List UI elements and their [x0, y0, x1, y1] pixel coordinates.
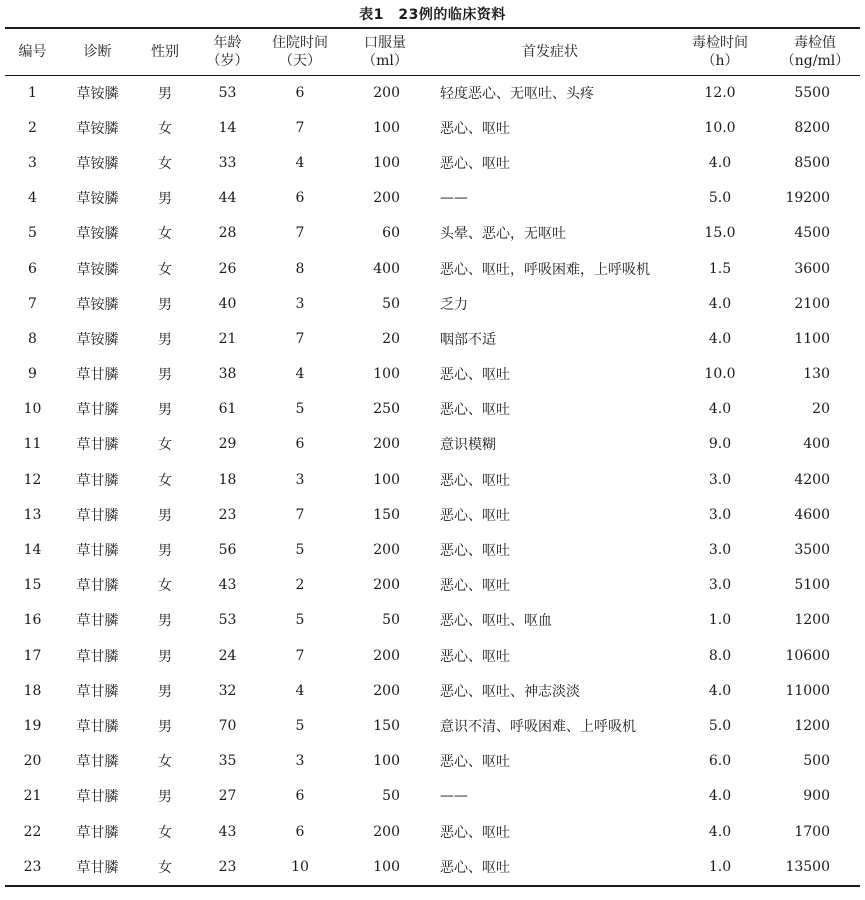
cell-symptom: —— [440, 788, 468, 805]
cell-test-time: 3.0 [708, 542, 732, 559]
cell-symptom: 恶心、呕吐 [440, 155, 510, 172]
header-test-time-unit: （h） [701, 53, 739, 69]
cell-symptom: 恶心、呕吐 [440, 648, 510, 665]
cell-symptom: 恶心、呕吐 [440, 120, 510, 137]
cell-test-value: 5500 [794, 84, 830, 101]
cell-symptom: 恶心、呕吐、神志淡淡 [440, 683, 580, 700]
header-age-unit: （岁） [206, 53, 249, 69]
header-stay-label: 住院时间 [272, 35, 328, 51]
cell-diagnosis: 草甘膦 [76, 754, 119, 771]
cell-dose: 200 [373, 682, 400, 699]
cell-diagnosis: 草铵膦 [76, 261, 119, 278]
cell-dose: 200 [373, 542, 400, 559]
cell-age: 70 [218, 717, 237, 734]
cell-id: 6 [28, 260, 37, 277]
table-row [5, 849, 860, 884]
cell-symptom: 意识模糊 [440, 437, 496, 454]
cell-diagnosis: 草甘膦 [76, 613, 119, 630]
cell-stay: 3 [295, 471, 305, 488]
cell-sex: 男 [158, 543, 172, 560]
header-row [5, 29, 860, 75]
table-row [5, 427, 860, 462]
cell-stay: 3 [295, 753, 305, 770]
table-row [5, 75, 860, 110]
cell-test-time: 10.0 [704, 119, 736, 136]
cell-age: 14 [218, 119, 237, 136]
cell-id: 11 [23, 436, 42, 453]
cell-symptom: 咽部不适 [440, 331, 496, 348]
cell-dose: 100 [373, 858, 400, 875]
cell-diagnosis: 草甘膦 [76, 543, 119, 560]
table-row [5, 497, 860, 532]
cell-age: 23 [218, 858, 237, 875]
cell-age: 43 [218, 823, 237, 840]
table-row [5, 216, 860, 251]
cell-dose: 100 [373, 154, 400, 171]
cell-id: 16 [23, 612, 42, 629]
cell-stay: 8 [295, 260, 305, 277]
cell-age: 26 [218, 260, 237, 277]
cell-test-time: 4.0 [708, 330, 732, 347]
cell-stay: 2 [295, 577, 305, 594]
cell-test-time: 12.0 [704, 84, 736, 101]
cell-dose: 200 [373, 436, 400, 453]
cell-test-time: 8.0 [708, 647, 732, 664]
cell-sex: 女 [158, 155, 172, 172]
cell-test-value: 400 [803, 436, 830, 453]
cell-age: 43 [218, 577, 237, 594]
cell-id: 22 [23, 823, 42, 840]
cell-symptom: 恶心、呕吐 [440, 543, 510, 560]
cell-diagnosis: 草甘膦 [76, 402, 119, 419]
cell-dose: 50 [382, 612, 400, 629]
cell-sex: 女 [158, 226, 172, 243]
cell-test-value: 11000 [785, 682, 830, 699]
cell-dose: 100 [373, 366, 400, 383]
table-row [5, 568, 860, 603]
cell-test-time: 4.0 [708, 401, 732, 418]
cell-symptom: —— [440, 190, 468, 207]
table-header [5, 29, 860, 75]
table-row [5, 673, 860, 708]
cell-sex: 女 [158, 261, 172, 278]
cell-symptom: 轻度恶心、无呕吐、头疼 [440, 85, 594, 102]
cell-diagnosis: 草甘膦 [76, 367, 119, 384]
header-diagnosis-label: 诊断 [83, 44, 112, 60]
table-row [5, 110, 860, 145]
cell-stay: 4 [295, 366, 305, 383]
table-row [5, 145, 860, 180]
cell-dose: 100 [373, 471, 400, 488]
cell-dose: 200 [373, 84, 400, 101]
table-row [5, 532, 860, 567]
cell-test-value: 1700 [794, 823, 830, 840]
cell-test-time: 6.0 [708, 753, 732, 770]
table-row [5, 638, 860, 673]
cell-dose: 100 [373, 753, 400, 770]
cell-id: 20 [23, 753, 42, 770]
cell-diagnosis: 草甘膦 [76, 859, 119, 876]
cell-sex: 男 [158, 683, 172, 700]
cell-symptom: 意识不清、呼吸困难、上呼吸机 [440, 718, 636, 735]
header-stay [260, 29, 340, 75]
cell-dose: 200 [373, 577, 400, 594]
cell-sex: 女 [158, 824, 172, 841]
cell-diagnosis: 草铵膦 [76, 85, 119, 102]
cell-test-time: 1.0 [708, 858, 732, 875]
header-dose-unit: （ml） [362, 53, 408, 69]
cell-dose: 250 [373, 401, 400, 418]
cell-age: 61 [218, 401, 237, 418]
cell-sex: 男 [158, 191, 172, 208]
header-test-value-label: 毒检值 [794, 35, 836, 51]
cell-sex: 男 [158, 331, 172, 348]
cell-dose: 100 [373, 119, 400, 136]
cell-test-time: 4.0 [708, 682, 732, 699]
cell-stay: 3 [295, 295, 305, 312]
cell-symptom: 恶心、呕吐 [440, 754, 510, 771]
header-age-label: 年龄 [213, 35, 242, 51]
cell-stay: 10 [291, 858, 309, 875]
table-row [5, 286, 860, 321]
cell-stay: 6 [295, 436, 305, 453]
cell-age: 33 [218, 154, 237, 171]
cell-symptom: 恶心、呕吐 [440, 859, 510, 876]
cell-id: 8 [28, 330, 37, 347]
cell-test-time: 3.0 [708, 471, 732, 488]
cell-diagnosis: 草铵膦 [76, 120, 119, 137]
cell-id: 18 [23, 682, 42, 699]
cell-test-time: 4.0 [708, 788, 732, 805]
header-dose [340, 29, 430, 75]
table-row [5, 708, 860, 743]
cell-age: 35 [218, 753, 237, 770]
cell-dose: 50 [382, 788, 400, 805]
cell-sex: 男 [158, 507, 172, 524]
cell-test-time: 4.0 [708, 154, 732, 171]
cell-symptom: 恶心、呕吐 [440, 578, 510, 595]
cell-dose: 60 [382, 225, 400, 242]
cell-sex: 女 [158, 472, 172, 489]
cell-id: 14 [23, 542, 42, 559]
bottom-rule [5, 885, 860, 887]
cell-test-time: 3.0 [708, 506, 732, 523]
cell-diagnosis: 草甘膦 [76, 507, 119, 524]
cell-symptom: 恶心、呕吐 [440, 507, 510, 524]
cell-diagnosis: 草甘膦 [76, 683, 119, 700]
cell-test-value: 19200 [785, 190, 830, 207]
cell-id: 21 [23, 788, 42, 805]
cell-age: 28 [218, 225, 237, 242]
cell-diagnosis: 草甘膦 [76, 578, 119, 595]
cell-stay: 6 [295, 84, 305, 101]
cell-symptom: 恶心、呕吐 [440, 472, 510, 489]
cell-id: 2 [28, 119, 37, 136]
cell-symptom: 恶心、呕吐，呼吸困难，上呼吸机 [440, 261, 650, 278]
cell-sex: 女 [158, 437, 172, 454]
header-age [195, 29, 260, 75]
cell-test-value: 4500 [794, 225, 830, 242]
cell-id: 9 [28, 366, 37, 383]
cell-sex: 男 [158, 367, 172, 384]
header-sex [135, 29, 195, 75]
table-row [5, 251, 860, 286]
cell-stay: 4 [295, 154, 305, 171]
cell-test-time: 9.0 [708, 436, 732, 453]
cell-test-time: 4.0 [708, 823, 732, 840]
cell-dose: 200 [373, 190, 400, 207]
cell-age: 29 [218, 436, 237, 453]
cell-id: 1 [28, 84, 37, 101]
cell-symptom: 恶心、呕吐 [440, 402, 510, 419]
cell-id: 19 [23, 717, 42, 734]
cell-test-value: 13500 [785, 858, 830, 875]
cell-age: 18 [218, 471, 237, 488]
table-row [5, 744, 860, 779]
table-body [5, 75, 860, 884]
cell-diagnosis: 草铵膦 [76, 226, 119, 243]
cell-stay: 7 [295, 647, 305, 664]
cell-stay: 4 [295, 682, 305, 699]
table-row [5, 181, 860, 216]
cell-test-value: 8200 [794, 119, 830, 136]
cell-id: 12 [23, 471, 42, 488]
cell-test-time: 1.5 [708, 260, 732, 277]
cell-stay: 5 [295, 612, 305, 629]
cell-id: 4 [28, 190, 37, 207]
cell-id: 15 [23, 577, 42, 594]
cell-age: 53 [218, 84, 237, 101]
cell-age: 38 [218, 366, 237, 383]
header-symptom-label: 首发症状 [522, 44, 578, 60]
cell-stay: 7 [295, 330, 305, 347]
cell-test-time: 15.0 [704, 225, 736, 242]
table-row [5, 357, 860, 392]
cell-stay: 6 [295, 823, 305, 840]
header-symptom [430, 29, 670, 75]
cell-id: 3 [28, 154, 37, 171]
table-row [5, 603, 860, 638]
cell-sex: 男 [158, 718, 172, 735]
cell-test-time: 3.0 [708, 577, 732, 594]
header-dose-label: 口服量 [364, 35, 406, 51]
cell-test-time: 5.0 [708, 190, 732, 207]
cell-diagnosis: 草甘膦 [76, 648, 119, 665]
cell-test-value: 1100 [794, 330, 830, 347]
cell-id: 23 [23, 858, 42, 875]
cell-test-value: 5100 [794, 577, 830, 594]
header-stay-unit: （天） [279, 53, 321, 69]
cell-test-time: 10.0 [704, 366, 736, 383]
header-id-label: 编号 [18, 44, 47, 60]
cell-sex: 女 [158, 859, 172, 876]
cell-age: 56 [218, 542, 237, 559]
cell-id: 10 [23, 401, 42, 418]
cell-test-value: 500 [803, 753, 830, 770]
cell-test-value: 130 [803, 366, 830, 383]
cell-stay: 7 [295, 506, 305, 523]
cell-stay: 7 [295, 225, 305, 242]
cell-test-value: 4200 [794, 471, 830, 488]
cell-age: 27 [218, 788, 237, 805]
cell-sex: 女 [158, 754, 172, 771]
cell-stay: 5 [295, 717, 305, 734]
cell-stay: 6 [295, 788, 305, 805]
cell-dose: 150 [373, 717, 400, 734]
table-row [5, 392, 860, 427]
cell-sex: 女 [158, 578, 172, 595]
cell-age: 21 [218, 330, 237, 347]
cell-test-time: 5.0 [708, 717, 732, 734]
cell-sex: 男 [158, 789, 172, 806]
cell-sex: 男 [158, 402, 172, 419]
table-title: 表1 23例的临床资料 [359, 7, 506, 23]
cell-test-value: 900 [803, 788, 830, 805]
table-row [5, 814, 860, 849]
table-row [5, 779, 860, 814]
cell-id: 17 [23, 647, 42, 664]
cell-test-value: 4600 [794, 506, 830, 523]
cell-test-value: 3600 [794, 260, 830, 277]
cell-sex: 男 [158, 296, 172, 313]
header-diagnosis [60, 29, 135, 75]
header-test-value-unit: （ng/ml） [780, 53, 850, 69]
header-test-time-label: 毒检时间 [692, 35, 748, 51]
cell-sex: 男 [158, 85, 172, 102]
cell-dose: 200 [373, 647, 400, 664]
cell-age: 53 [218, 612, 237, 629]
cell-diagnosis: 草甘膦 [76, 718, 119, 735]
cell-symptom: 头晕、恶心，无呕吐 [440, 226, 566, 243]
header-test-time [670, 29, 770, 75]
cell-test-time: 4.0 [708, 295, 732, 312]
cell-test-value: 8500 [794, 154, 830, 171]
cell-age: 23 [218, 506, 237, 523]
cell-diagnosis: 草甘膦 [76, 472, 119, 489]
cell-sex: 男 [158, 648, 172, 665]
cell-stay: 5 [295, 401, 305, 418]
cell-stay: 7 [295, 119, 305, 136]
clinical-data-table [5, 29, 860, 884]
cell-diagnosis: 草铵膦 [76, 155, 119, 172]
cell-id: 7 [28, 295, 37, 312]
cell-age: 32 [218, 682, 237, 699]
cell-symptom: 恶心、呕吐、呕血 [440, 613, 552, 630]
cell-dose: 20 [382, 330, 400, 347]
cell-dose: 200 [373, 823, 400, 840]
table-row [5, 462, 860, 497]
table-row [5, 321, 860, 356]
cell-age: 24 [218, 647, 237, 664]
header-test-value [770, 29, 860, 75]
cell-test-value: 3500 [794, 542, 830, 559]
cell-diagnosis: 草甘膦 [76, 789, 119, 806]
cell-dose: 50 [382, 295, 400, 312]
cell-test-value: 1200 [794, 612, 830, 629]
cell-diagnosis: 草甘膦 [76, 824, 119, 841]
cell-age: 40 [218, 295, 237, 312]
cell-symptom: 恶心、呕吐 [440, 367, 510, 384]
header-id [5, 29, 60, 75]
cell-sex: 女 [158, 120, 172, 137]
header-sex-label: 性别 [151, 44, 179, 60]
cell-symptom: 乏力 [440, 296, 468, 313]
cell-test-value: 20 [812, 401, 830, 418]
cell-stay: 6 [295, 190, 305, 207]
cell-id: 13 [23, 506, 42, 523]
cell-diagnosis: 草铵膦 [76, 331, 119, 348]
cell-test-value: 2100 [794, 295, 830, 312]
cell-id: 5 [28, 225, 37, 242]
cell-diagnosis: 草铵膦 [76, 191, 119, 208]
cell-test-value: 1200 [794, 717, 830, 734]
cell-test-value: 10600 [785, 647, 830, 664]
cell-stay: 5 [295, 542, 305, 559]
cell-dose: 150 [373, 506, 400, 523]
cell-dose: 400 [373, 260, 400, 277]
cell-sex: 男 [158, 613, 172, 630]
cell-age: 44 [218, 190, 237, 207]
cell-test-time: 1.0 [708, 612, 732, 629]
cell-symptom: 恶心、呕吐 [440, 824, 510, 841]
cell-diagnosis: 草甘膦 [76, 437, 119, 454]
cell-diagnosis: 草铵膦 [76, 296, 119, 313]
